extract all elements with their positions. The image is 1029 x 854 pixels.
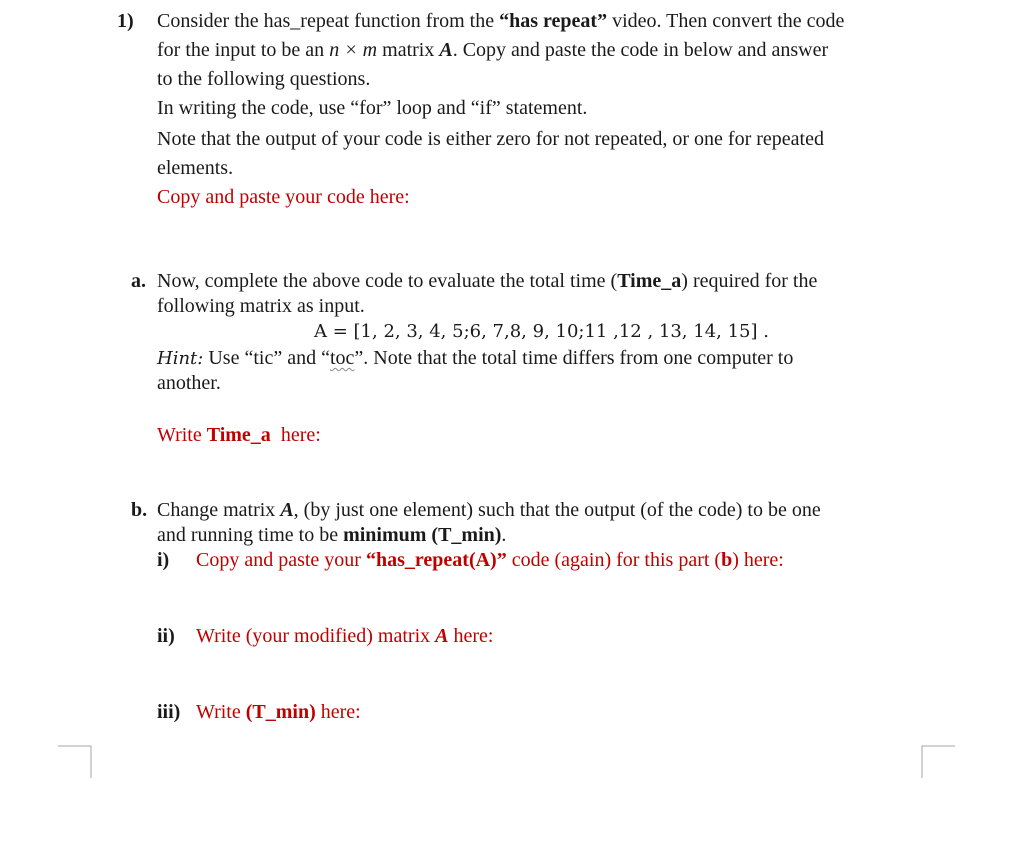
sub-item-iii-prompt: Write (T_min) here: [196,701,361,723]
margin-corner-mark-left [58,742,94,778]
part-b-line-1: Change matrix A, (by just one element) such that the output (of the code) to be one [157,499,821,521]
margin-corner-mark-right [920,742,956,778]
sub-item-ii-prompt: Write (your modified) matrix A here: [196,625,494,647]
part-a-line-2: following matrix as input. [157,295,365,317]
part-b-line-2: and running time to be minimum (T_min). [157,524,507,546]
q1-line-3: to the following questions. [157,68,371,90]
matrix-definition: A = [1, 2, 3, 4, 5;6, 7,8, 9, 10;11 ,12 , 13, 14, 15] . [314,321,769,342]
matrix-variable: A [280,499,294,521]
matrix-variable: A [439,39,453,61]
q1-line-2: for the input to be an n × m matrix A. Copy and paste the code in below and answer [157,39,829,61]
matrix-variable: A [435,625,449,647]
sub-item-i-number: i) [157,549,170,571]
sub-item-ii-number: ii) [157,625,175,647]
math-dimensions: n × m [329,39,378,61]
hint-line-1: Hint: Use “tic” and “toc”. Note that the total time differs from one computer to [157,347,794,369]
part-a-label: a. [131,270,146,292]
hint-line-2: another. [157,372,221,394]
write-time-a-prompt: Write Time_a here: [157,424,321,446]
sub-item-iii-number: iii) [157,701,181,723]
q1-line-4: In writing the code, use “for” loop and “if” statement. [157,97,588,119]
paste-code-prompt: Copy and paste your code here: [157,186,410,208]
spellcheck-word: toc [329,347,355,369]
part-a-line-1: Now, complete the above code to evaluate the total time (Time_a) required for the [157,270,818,292]
sub-item-i-prompt: Copy and paste your “has_repeat(A)” code (again) for this part (b) here: [196,549,784,571]
q1-line-6: elements. [157,157,234,179]
part-b-label: b. [131,499,148,521]
q1-line-5: Note that the output of your code is either zero for not repeated, or one for repeated [157,128,824,150]
q1-line-1: Consider the has_repeat function from the “has repeat” video. Then convert the code [157,10,845,32]
hint-label: Hint: [157,348,204,369]
question-number: 1) [117,10,134,32]
